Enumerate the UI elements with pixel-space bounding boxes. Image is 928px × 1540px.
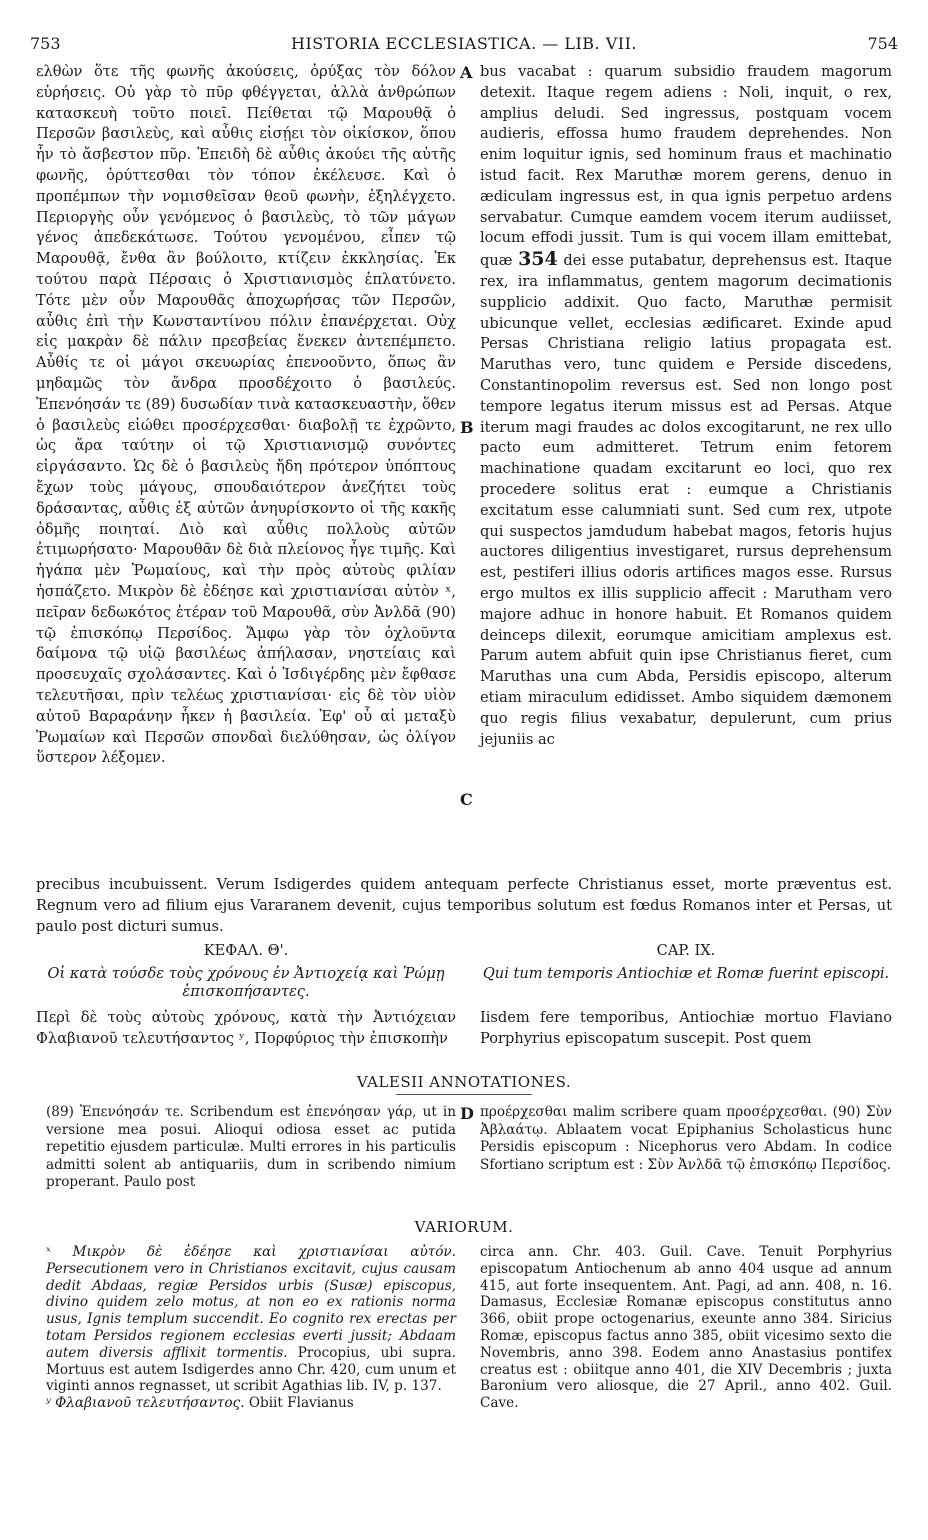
margin-letter-b: B — [460, 418, 474, 437]
greek-column — [36, 62, 456, 769]
valesii-note-right: προέρχεσθαι malim scribere quam προσέρχεσθαι. (90) Σὺν Ἀβλαάτῳ. Ablaatem vocat Epiphanius Scholasticus hunc Persidis episcopum : Nicephorus vero Abdam. In codice Sfortiano scriptum est : Σὺν Ἀνλδᾶ τῷ ἐπισκόπῳ Περσίδος. — [480, 1104, 892, 1173]
chapter-title-latin: Qui tum temporis Antiochiæ et Romæ fuerint episcopi. — [482, 965, 890, 982]
valesii-heading: VALESII ANNOTATIONES. — [356, 1073, 572, 1091]
chapter-heading-latin: CAP. IX. — [656, 942, 716, 959]
greek-text: ελθὼν ὅτε τῆς φωνῆς ἀκούσεις, ὀρύξας τὸν δόλον εὑρήσεις. Οὐ γὰρ τὸ πῦρ φθέγγεται, ἀλλὰ ἀνθρώπων κατασκευὴ τοῦτο ποιεῖ. Πείθεται τῷ Μαρουθᾷ ὁ Περσῶν βασιλεὺς, καὶ αὖθις εἰσῄει τὸν οἰκίσκον, ὅπου ἦν τὸ ἄσβεστον πῦρ. Ἐπειδὴ δὲ αὖθις ἀκούει τῆς αὐτῆς φωνῆς, ὀρύττεσθαι τὸν τόπον ἐκέλευσε. Καὶ ὁ προπέμπων τὴν νομισθεῖσαν θεοῦ φωνὴν, ἐξηλέγχετο. Περιοργὴς οὖν γενόμενος ὁ βασιλεὺς, τὸ τῶν μάγων γένος ἀπεδεκάτωσε. Τούτου γενομένου, εἶπεν τῷ Μαρουθᾷ, ἔνθα ἂν βούλοιτο, κτίζειν ἐκκλησίας. Ἐκ τούτου παρὰ Πέρσαις ὁ Χριστιανισμὸς ἐπλατύνετο. Τότε μὲν οὖν Μαρουθᾶς ἀποχωρήσας τῶν Περσῶν, αὖθις ἐπὶ τὴν Κωνσταντίνου πόλιν ἐπανέρχεται. Οὐχ εἰς μακρὰν δὲ πάλιν πρεσβείας ἕνεκεν ἀντεπέμπετο. Αὖθίς τε οἱ μάγοι σκευωρίας ἐπενοοῦντο, ὅπως ἂν μηδαμῶς τὸν ἄνδρα προσδέχοιτο ὁ βασιλεύς. Ἐπενόησάν τε (89) δυσωδίαν τινὰ κατασκευαστὴν, ὅθεν ὁ βασιλεὺς εἰώθει προσέρχεσθαι· διαβολῇ τε ἐχρῶντο, ὡς ἄρα ταύτην οἱ τῷ Χριστιανισμῷ συνόντες εἰργάσαντο. Ὡς δὲ ὁ βασιλεὺς ἤδη πρότερον ὑπόπτους ἔχων τοὺς μάγους, σπουδαιότερον ἀνεζήτει τοὺς δράσαντας, αὖθις ἐξ αὐτῶν ἀνηυρίσκοντο οἱ τῆς κακῆς ὀδμῆς ποιηταί. Διὸ καὶ αὖθις πολλοὺς αὐτῶν ἐτιμωρήσατο· Μαρουθᾶν δὲ διὰ πλείονος ἦγε τιμῆς. Καὶ ἠγάπα μὲν Ῥωμαίους, καὶ τὴν πρὸς αὐτοὺς φιλίαν ἠσπάζετο. Μικρὸν δὲ ἐδέησε καὶ χριστιανίσαι αὐτὸν ˣ, πεῖραν δεδωκότος ἑτέραν τοῦ Μαρουθᾶ, σὺν Ἀνλδᾶ (90) τῷ ἐπισκόπῳ Περσίδος. Ἄμφω γὰρ τὸν ὀχλοῦντα δαίμονα τῷ υἱῷ βασιλέως ἀπήλασαν, νηστείαις καὶ προσευχαῖς σχολάσαντες. Καὶ ὁ Ἰσδιγέρδης μὲν ἔφθασε τελευτῆσαι, πρὶν τελέως χριστιανίσαι· εἰς δὲ τὸν υἱὸν αὐτοῦ Βαραράνην ἧκεν ἡ βασιλεία. Ἐφ' οὗ αἱ μεταξὺ Ῥωμαίων καὶ Περσῶν σπονδαὶ διελύθησαν, ὡς ὀλίγον ὕστερον λέξομεν. — [36, 63, 456, 767]
margin-letter-a: A — [460, 63, 473, 82]
chapter-body-greek: Περὶ δὲ τοὺς αὐτοὺς χρόνους, κατὰ τὴν Ἀντιόχειαν Φλαβιανοῦ τελευτήσαντος ʸ, Πορφύριος τὴν ἐπισκοπὴν — [36, 1009, 456, 1047]
chapter-body-latin: Iisdem fere temporibus, Antiochiæ mortuo Flaviano Porphyrius episcopatum suscepit. Post quem — [480, 1009, 892, 1047]
variorum-note-right: circa ann. Chr. 403. Guil. Cave. Tenuit Porphyrius episcopatum Antiochenum ab anno 404 usque ad annum 415, aut forte insequentem. Ant. Pagi, ad ann. 408, n. 16. Damasus, Ecclesiæ Romanæ episcopus constitutus anno 366, obiit prope octogenarius, exeunte anno 384. Siricius Romæ, episcopus factus anno 385, obiit vicesimo sexto die Novembris, anno 398. Eodem anno Anastasius pontifex creatus est : obiitque anno 401, die XIV Decembris ; juxta Baronium vero aliosque, die 27 April., anno 402. Guil. Cave. — [480, 1244, 892, 1412]
page-number-right: 754 — [867, 34, 898, 53]
chapter-title-greek: Οἱ κατὰ τούσδε τοὺς χρόνους ἐν Ἀντιοχείᾳ καὶ Ῥώμῃ ἐπισκοπήσαντες. — [47, 965, 445, 1000]
variorum-lemma-y: ʸ Φλαβιανοῦ τελευτήσαντος. — [46, 1395, 245, 1412]
latin-column — [480, 62, 892, 750]
valesii-note-left: (89) Ἐπενόησάν τε. Scribendum est ἐπενόησαν γάρ, ut in versione mea posui. Alioqui odiosa esset ac putida repetitio ejusdem particulæ. Multi errores in his particulis admitti solent ab antiquariis, dum in scribendo nimium properant. Paulo post — [46, 1104, 456, 1191]
latin-text-after: dei esse putabatur, deprehensus est. Itaque rex, ira inflammatus, gentem magorum decimationis supplicio addixit. Quo facto, Maruthæ permisit ubicunque vellet, ecclesias ædificaret. Exinde apud Persas Christiana religio latius propagata est. Maruthas vero, tunc quidem e Perside discedens, Constantinopolim reversus est. Sed non longo post tempore legatus iterum missus est ad Persas. Atque iterum magi fraudes ac dolos excogitarunt, ne rex ullo pacto eum admitteret. Tetrum enim fetorem machinatione quadam excitarunt eo loci, quo rex procedere solitus erat : eumque a Christianis excitatum esse calumniati sunt. Sed cum rex, utpote qui suspectos jamdudum habebat magos, fetoris hujus auctores diligentius investigaret, rursus deprehensum est, pestiferi illius odoris artifices magos esse. Rursus ergo multos ex illis supplicio affecit : Marutham vero majore adhuc in honore habuit. Et Romanos quidem deinceps dilexit, eorumque amicitiam amplexus est. Parum autem abfuit quin ipse Christianus fieret, cum Maruthas una cum Abda, Persidis episcopo, alterum etiam miraculum edidisset. Ambo siquidem dæmonem quo regis filius vexabatur, depulerunt, cum prius jejuniis ac — [480, 252, 892, 748]
latin-text — [480, 62, 892, 750]
variorum-quote: Persecutionem vero in Christianos excitavit, cujus causam dedit Abdaas, regiæ Persidos urbis (Susæ) episcopus, divino quidem zelo motus, at non eo ex rationis norma usus, Ignis templum succendit. Eo cognito rex erectas per totam Persidos regionem ecclesias everti jussit; Abdaam autem diversis afflixit tormentis. — [46, 1260, 456, 1361]
running-header — [30, 34, 898, 56]
variorum-text-y: Obiit Flavianus — [248, 1395, 354, 1412]
column-marker: 354 — [518, 248, 558, 271]
variorum-note-left — [46, 1244, 456, 1412]
page-number-left: 753 — [30, 34, 61, 53]
running-title: HISTORIA ECCLESIASTICA. — LIB. VII. — [291, 34, 637, 53]
variorum-lemma-x: ˣ Μικρὸν δὲ ἐδέησε καὶ χριστιανίσαι αὐτόν. — [46, 1244, 456, 1260]
margin-letter-d: D — [460, 1104, 474, 1123]
variorum-source: Procopius, ubi supra. Mortuus est autem Isdigerdes anno Chr. 420, cum unum et viginti annos regnasset, ut scribit Agathias lib. IV, p. 137. — [46, 1344, 456, 1395]
latin-full-width-text: precibus incubuissent. Verum Isdigerdes quidem antequam perfecte Christianus esset, morte præventus est. Regnum vero ad filium ejus Vararanem devenit, cujus temporibus solutum est fœdus Romanos inter et Persas, ut paulo post dicturi sumus. — [36, 876, 892, 935]
heading-rule — [396, 1094, 532, 1095]
margin-letter-c: C — [460, 790, 473, 809]
variorum-heading: VARIORUM. — [414, 1218, 514, 1236]
chapter-heading-greek: ΚΕΦΑΛ. Θ'. — [203, 942, 289, 959]
latin-text-before: bus vacabat : quarum subsidio fraudem magorum detexit. Itaque regem adiens : Noli, inquit, o rex, amplius deludi. Sed ingressus, postquam vocem audieris, effossa humo fraudem deprehendes. Non enim loquitur ignis, sed hominum fraus et machinatio istud facit. Rex Maruthæ morem gerens, denuo in ædiculam ingressus est, in qua ignis perpetuo ardens servabatur. Cumque eamdem vocem iterum audiisset, locum effodi jussit. Tum is qui vocem illam emittebat, quæ — [480, 63, 892, 270]
